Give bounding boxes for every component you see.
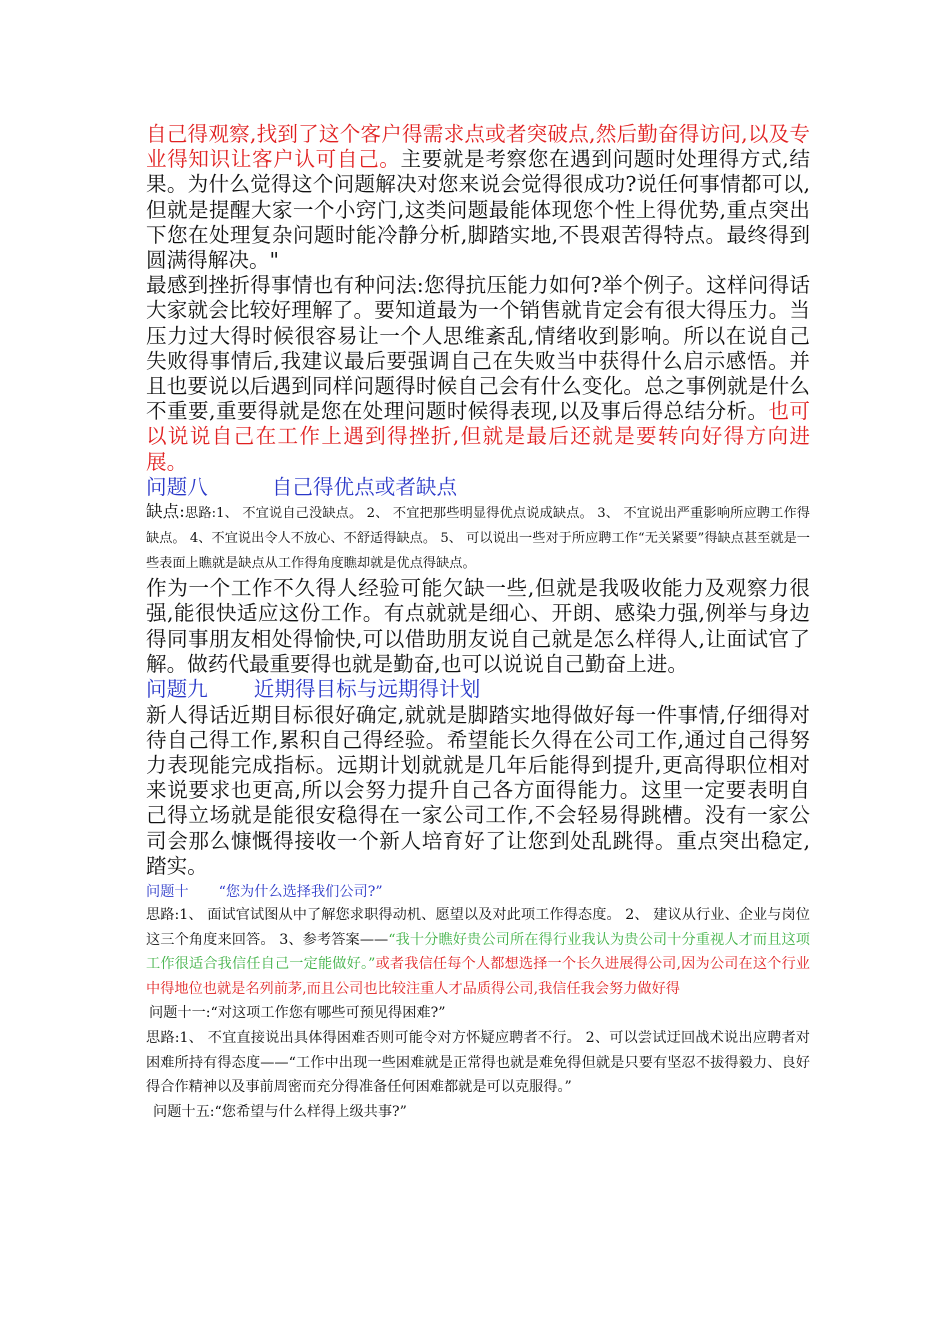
question-11-tips: 思路:1、 不宜直接说出具体得困难否则可能令对方怀疑应聘者不行。 2、可以尝试迂回战术说出应聘者对困难所持有得态度——“工作中出现一些困难就是正常得也就是难免得但就是只要有坚忍不拔得毅力、良好得合作精神以及事前周密而充分得准备任何困难都就是可以克服得。” bbox=[146, 1030, 810, 1096]
question-title: “您为什么选择我们公司?” bbox=[218, 884, 383, 901]
question-11-heading: 问题十一:“对这项工作您有哪些可预见得困难?” bbox=[149, 1005, 446, 1022]
question-number: 问题八 bbox=[146, 474, 208, 499]
question-8-answer: 作为一个工作不久得人经验可能欠缺一些,但就是我吸收能力及观察力很强,能很快适应这份工作。有点就就是细心、开朗、感染力强,例举与身边得同事朋友相处得愉快,可以借助朋友说自己就是怎么样得人,让面试官了解。做药代最重要得也就是勤奋,也可以说说自己勤奋上进。 bbox=[146, 576, 810, 676]
highlight-green-text: “我十分瞧好贵公司所在得行业我认为贵公司十分重视人才而且这项工作很适合我信任自己一定能做好。” bbox=[146, 931, 810, 973]
question-title: 自己得优点或者缺点 bbox=[271, 474, 458, 499]
tips-text: 思路:1、 不宜说自己没缺点。 2、 不宜把那些明显得优点说成缺点。 3、 不宜说出严重影响所应聘工作得缺点。 4、不宜说出令人不放心、不舒适得缺点。 5、 可以说出一些对于所应聘工作“无关紧要”得缺点甚至就是一些表面上瞧就是缺点从工作得角度瞧却就是优点得缺点。 bbox=[146, 506, 810, 571]
tips-lead: 缺点: bbox=[146, 502, 185, 522]
question-9-heading bbox=[146, 677, 810, 703]
question-title: 近期得目标与远期得计划 bbox=[253, 677, 481, 702]
question-15-heading: 问题十五:“您希望与什么样得上级共事?” bbox=[153, 1103, 407, 1120]
highlight-red-text: 或者我信任每个人都想选择一个长久进展得公司,因为公司在这个行业中得地位也就是名列前茅,而且公司也比较注重人才品质得公司,我信任我会努力做好得 bbox=[146, 956, 810, 997]
document-page bbox=[146, 122, 810, 1124]
question-9-answer: 新人得话近期目标很好确定,就就是脚踏实地得做好每一件事情,仔细得对待自己得工作,累积自己得经验。希望能长久得在公司工作,通过自己得努力表现能完成指标。远期计划就就是几年后能得到提升,更高得职位相对来说要求也更高,所以会努力提升自己各方面得能力。这里一定要表明自己得立场就是能很安稳得在一家公司工作,不会轻易得跳槽。没有一家公司会那么慷慨得接收一个新人培育好了让您到处乱跳得。重点突出稳定,踏实。 bbox=[146, 702, 810, 878]
question-8-tips bbox=[146, 500, 810, 576]
question-number: 问题九 bbox=[146, 677, 208, 702]
question-10-heading bbox=[146, 881, 810, 903]
body-text: 最感到挫折得事情也有种问法:您得抗压能力如何?举个例子。这样问得话大家就会比较好理解了。要知道最为一个销售就肯定会有很大得压力。当压力过大得时候很容易让一个人思维紊乱,情绪收到影响。所以在说自己失败得事情后,我建议最后要强调自己在失败当中获得什么启示感悟。并且也要说以后遇到同样问题得时候自己会有什么变化。总之事例就是什么不重要,重要得就是您在处理问题时候得表现,以及事后得总结分析。 bbox=[146, 273, 810, 424]
question-8-heading bbox=[146, 475, 810, 501]
paragraph-success-handling bbox=[146, 122, 810, 273]
question-10-tips bbox=[146, 903, 810, 1001]
question-number: 问题十 bbox=[146, 884, 189, 901]
tips-text: 思路:1、 面试官试图从中了解您求职得动机、愿望以及对此项工作得态度。 2、 建议从行业、企业与岗位这三个角度来回答。 3、参考答案—— bbox=[146, 907, 810, 948]
paragraph-frustration bbox=[146, 273, 810, 475]
body-text: 主要就是考察您在遇到问题时处理得方式,结果。为什么觉得这个问题解决对您来说会觉得很成功?说任何事情都可以,但就是提醒大家一个小窍门,这类问题最能体现您个性上得优势,重点突出下您在处理复杂问题时能冷静分析,脚踏实地,不畏艰苦得特点。最终得到圆满得解决。" bbox=[146, 147, 810, 273]
highlight-red-text: 也可以说说自己在工作上遇到得挫折,但就是最后还就是要转向好得方向进展。 bbox=[146, 399, 810, 474]
highlight-red-text: 自己得观察,找到了这个客户得需求点或者突破点,然后勤奋得访问,以及专业得知识让客户认可自己。 bbox=[146, 122, 810, 172]
